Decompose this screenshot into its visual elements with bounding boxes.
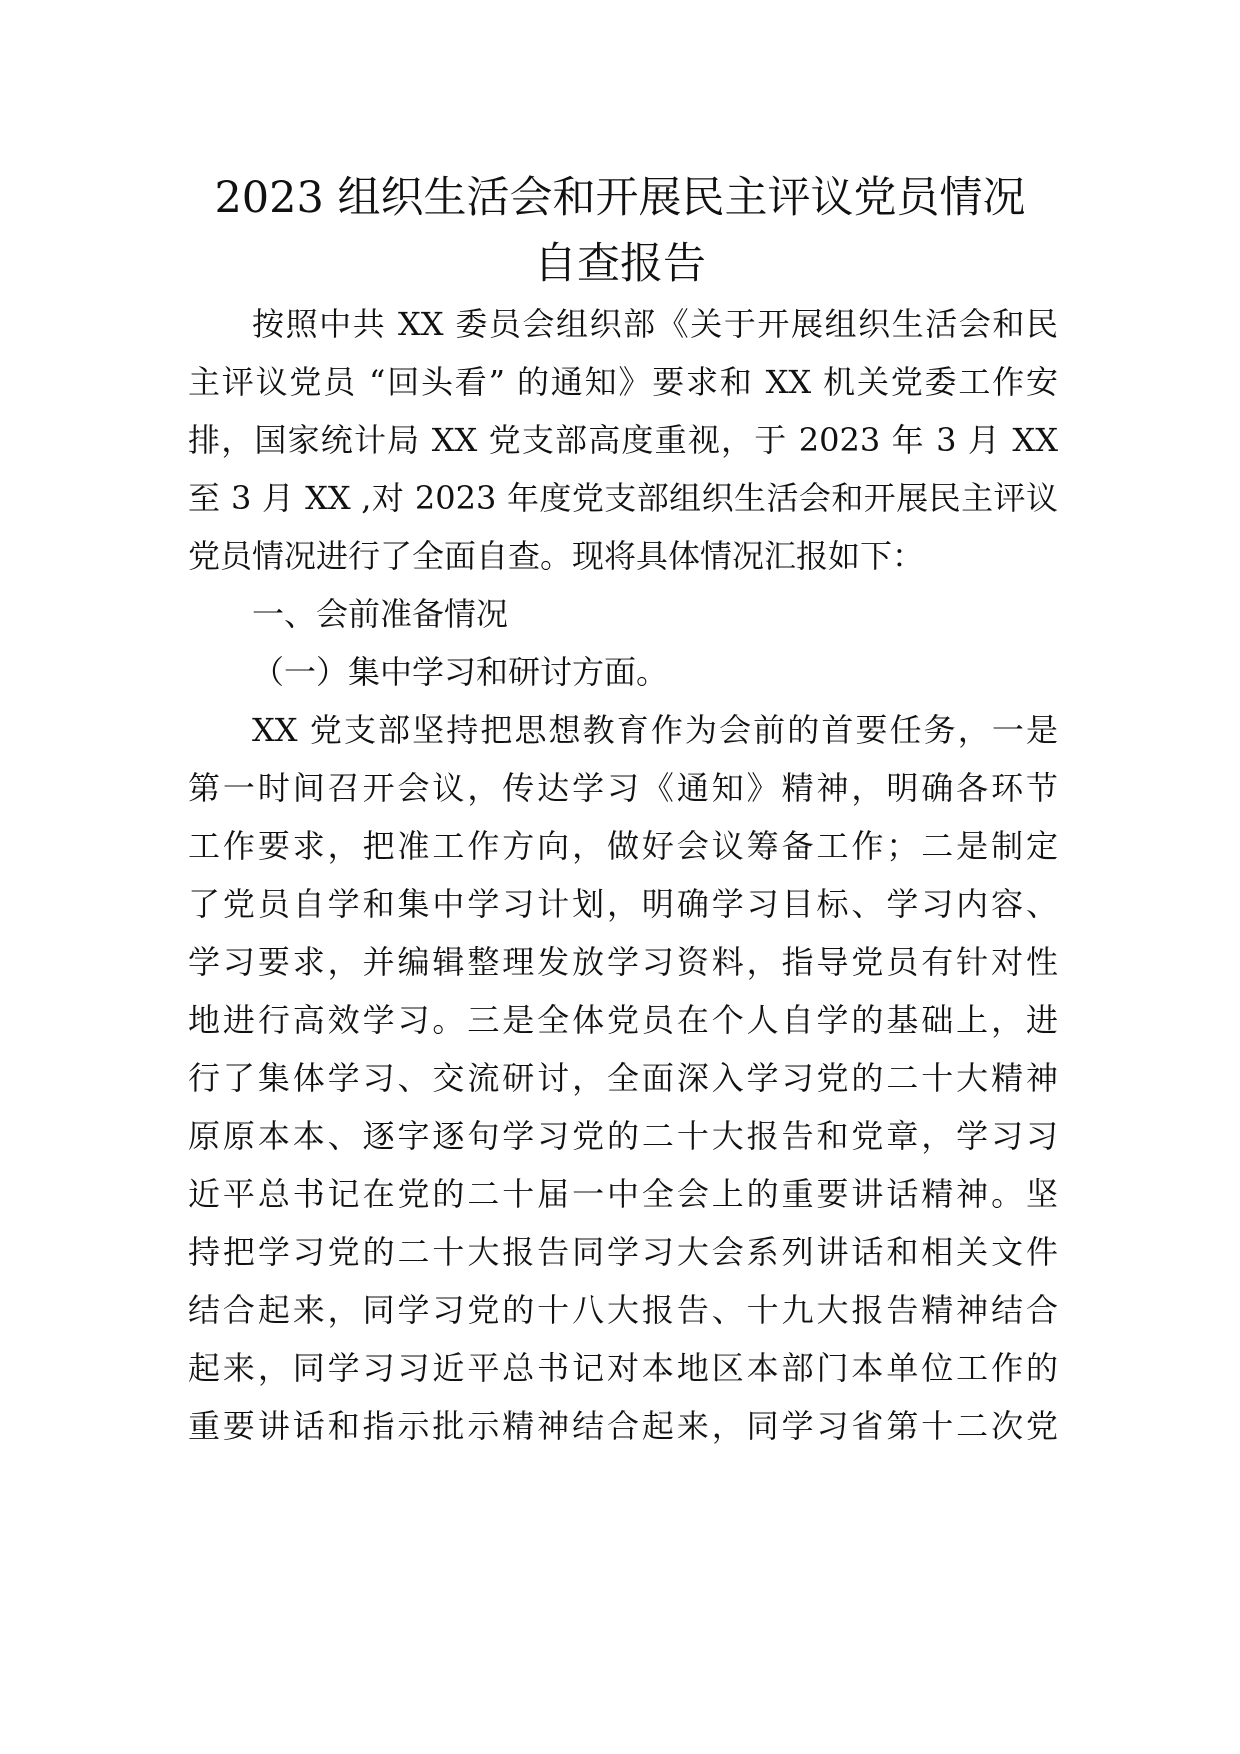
- paragraph-1-line-3: 排，国家统计局 XX 党支部高度重视，于 2023 年 3 月 XX: [188, 421, 1058, 459]
- section-heading-1: 一、会前准备情况: [252, 595, 509, 633]
- subsection-heading-1: （一）集中学习和研讨方面。: [252, 653, 669, 691]
- paragraph-2-line-12: 起来，同学习习近平总书记对本地区本部门本单位工作的: [188, 1349, 1058, 1387]
- paragraph-2-line-1: XX 党支部坚持把思想教育作为会前的首要任务，一是: [252, 711, 1058, 749]
- paragraph-1-line-2: 主评议党员 “回头看” 的通知》要求和 XX 机关党委工作安: [188, 363, 1058, 401]
- paragraph-2-line-4: 了党员自学和集中学习计划，明确学习目标、学习内容、: [188, 885, 1058, 923]
- paragraph-2-line-3: 工作要求，把准工作方向，做好会议筹备工作；二是制定: [188, 827, 1058, 865]
- document-title-line-1: 2023 组织生活会和开展民主评议党员情况: [214, 173, 1026, 223]
- paragraph-2-line-9: 近平总书记在党的二十届一中全会上的重要讲话精神。坚: [188, 1175, 1058, 1213]
- paragraph-1-line-1: 按照中共 XX 委员会组织部《关于开展组织生活会和民: [252, 305, 1058, 343]
- paragraph-2-line-2: 第一时间召开会议，传达学习《通知》精神，明确各环节: [188, 769, 1058, 807]
- paragraph-2-line-13: 重要讲话和指示批示精神结合起来，同学习省第十二次党: [188, 1407, 1058, 1445]
- paragraph-2-line-7: 行了集体学习、交流研讨，全面深入学习党的二十大精神: [188, 1059, 1058, 1097]
- paragraph-2-line-5: 学习要求，并编辑整理发放学习资料，指导党员有针对性: [188, 943, 1058, 981]
- paragraph-2-line-8: 原原本本、逐字逐句学习党的二十大报告和党章，学习习: [188, 1117, 1058, 1155]
- paragraph-1-line-4: 至 3 月 XX ,对 2023 年度党支部组织生活会和开展民主评议: [188, 479, 1058, 517]
- paragraph-2-line-6: 地进行高效学习。三是全体党员在个人自学的基础上，进: [188, 1001, 1058, 1039]
- paragraph-2-line-10: 持把学习党的二十大报告同学习大会系列讲话和相关文件: [188, 1233, 1058, 1271]
- paragraph-1-line-5: 党员情况进行了全面自查。现将具体情况汇报如下：: [188, 537, 925, 575]
- document-title-line-2: 自查报告: [534, 239, 706, 289]
- paragraph-2-line-11: 结合起来，同学习党的十八大报告、十九大报告精神结合: [188, 1291, 1058, 1329]
